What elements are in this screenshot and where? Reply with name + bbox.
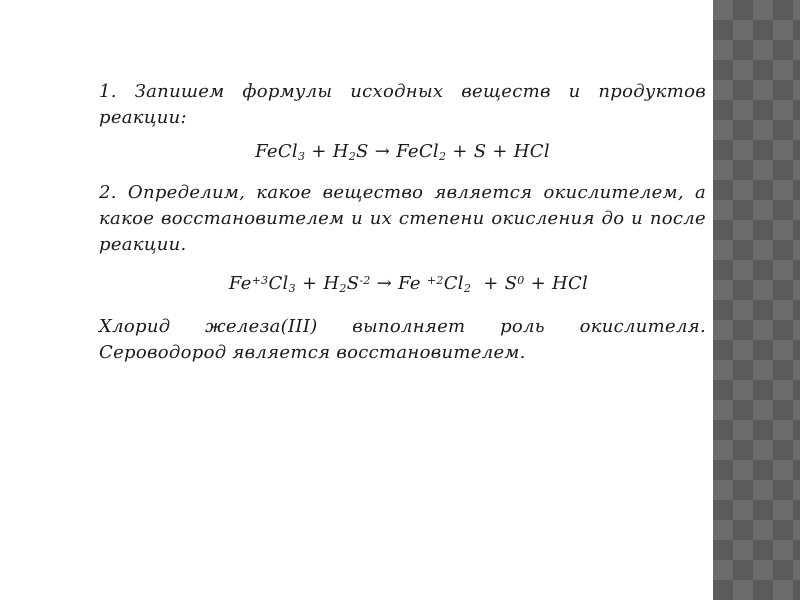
conclusion-text: Хлорид железа(III) выполняет роль окислителя. Сероводород является восстановителем. (99, 316, 706, 363)
step1-text: 1. Запишем формулы исходных веществ и продуктов реакции: (99, 81, 706, 128)
slide-content (99, 79, 706, 366)
equation-2-oxidation-states: $Fe^{+3}Cl_3 + H_2S^{-2} \to Fe$ $^{+2}Cl_2 + S^0$ + HCl (228, 273, 589, 295)
step2-text: 2. Определим, какое вещество является окислителем, а какое восстановителем и их степени окисления до и после реакции. (99, 182, 706, 255)
decorative-diamond-pattern (713, 0, 800, 600)
equation-1: FeCl$_3$ + $H_2S$ → FeCl$_2$ + S + HCl (255, 141, 550, 163)
